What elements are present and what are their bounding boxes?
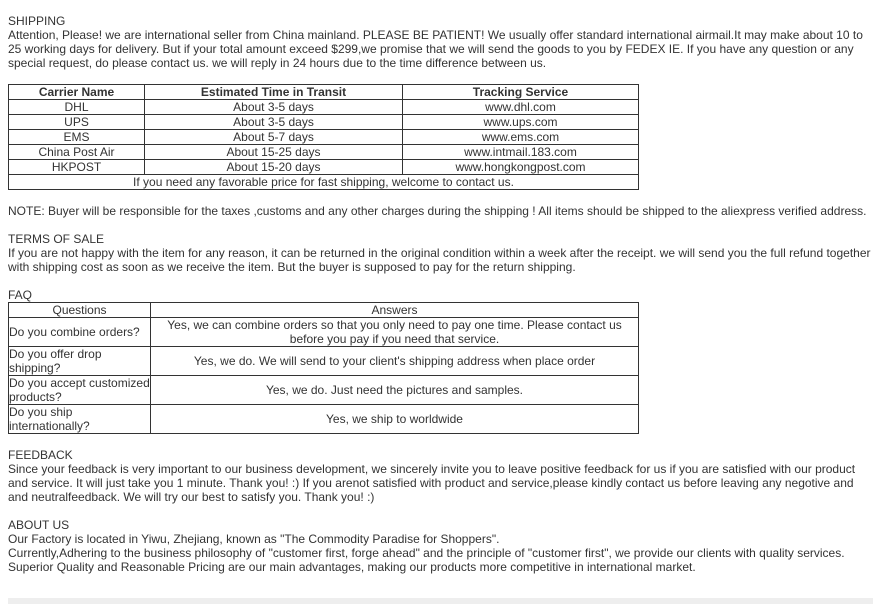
- faq-question: Do you offer drop shipping?: [9, 347, 151, 376]
- faq-table: [8, 302, 639, 434]
- column-header: Answers: [151, 303, 639, 318]
- table-row: [9, 145, 639, 160]
- tracking-site: www.hongkongpost.com: [403, 160, 639, 175]
- about-line: Our Factory is located in Yiwu, Zhejiang, known as "The Commodity Paradise for Shoppers".: [8, 532, 500, 546]
- carrier-name: HKPOST: [9, 160, 145, 175]
- column-header: Questions: [9, 303, 151, 318]
- shipping-heading: SHIPPING: [8, 14, 66, 28]
- note-text: NOTE: Buyer will be responsible for the taxes ,customs and any other charges during the shipping ! All items should be shipped to the aliexpress verified address.: [8, 204, 867, 218]
- carrier-name: UPS: [9, 115, 145, 130]
- faq-heading: FAQ: [8, 288, 33, 302]
- carrier-name: EMS: [9, 130, 145, 145]
- column-header: Estimated Time in Transit: [145, 85, 403, 100]
- faq-answer: Yes, we can combine orders so that you only need to pay one time. Please contact us before you pay if you need that service.: [151, 318, 639, 347]
- tracking-site: www.ems.com: [403, 130, 639, 145]
- table-row: [9, 130, 639, 145]
- shipping-table: [8, 84, 639, 190]
- feedback-heading: FEEDBACK: [8, 448, 73, 462]
- about-heading: ABOUT US: [8, 518, 70, 532]
- about-section: [8, 518, 874, 574]
- product-description: [8, 14, 874, 588]
- carrier-name: China Post Air: [9, 145, 145, 160]
- column-header: Tracking Service: [403, 85, 639, 100]
- tracking-site: www.ups.com: [403, 115, 639, 130]
- feedback-section: [8, 448, 874, 504]
- feedback-text: Since your feedback is very important to our business development, we sincerely invite you to leave positive feedback for us if you are satisfied with our product and service. It will just take you 1 minute. Thank you! :) If you arenot satisfied with product and service,please kindly contact us before leaving any negotive and and neutralfeedback. We will try our best to satisfy you. Thank you! :): [8, 462, 856, 504]
- faq-question: Do you ship internationally?: [9, 405, 151, 434]
- faq-answer: Yes, we do. Just need the pictures and samples.: [151, 376, 639, 405]
- faq-question: Do you accept customized products?: [9, 376, 150, 404]
- transit-time: About 3-5 days: [145, 100, 403, 115]
- table-row: [9, 405, 639, 434]
- faq-answer: Yes, we ship to worldwide: [151, 405, 639, 434]
- table-row: [9, 318, 639, 347]
- tracking-site: www.dhl.com: [403, 100, 639, 115]
- faq-answer: Yes, we do. We will send to your client's shipping address when place order: [151, 347, 639, 376]
- table-row: [9, 160, 639, 175]
- terms-heading: TERMS OF SALE: [8, 232, 105, 246]
- faq-table-header: [9, 303, 639, 318]
- faq-question: Do you combine orders?: [9, 318, 151, 347]
- bottom-divider: [8, 598, 873, 604]
- transit-time: About 15-25 days: [145, 145, 403, 160]
- shipping-table-header: [9, 85, 639, 100]
- table-row: [9, 376, 639, 405]
- table-row: [9, 347, 639, 376]
- shipping-table-footer: [9, 175, 639, 190]
- table-row: [9, 115, 639, 130]
- column-header: Carrier Name: [9, 85, 145, 100]
- tracking-site: www.intmail.183.com: [403, 145, 639, 160]
- transit-time: About 15-20 days: [145, 160, 403, 175]
- fast-shipping-note: If you need any favorable price for fast shipping, welcome to contact us.: [9, 175, 639, 190]
- shipping-text: Attention, Please! we are international seller from China mainland. PLEASE BE PATIENT! We usually offer standard international airmail.It may make about 10 to 25 working days for delivery. But if your total amount exceed $299,we promise that we will send the goods to you by FEDEX IE. If you have any question or any special request, do please contact us. we will reply in 24 hours due to the time difference between us.: [8, 28, 863, 70]
- carrier-name: DHL: [9, 100, 145, 115]
- about-line: Superior Quality and Reasonable Pricing are our main advantages, making our products more competitive in international market.: [8, 560, 696, 574]
- transit-time: About 5-7 days: [145, 130, 403, 145]
- about-line: Currently,Adhering to the business philosophy of "customer first, forge ahead" and the principle of "customer first", we provide our clients with quality services.: [8, 546, 845, 560]
- faq-section: [8, 288, 874, 434]
- terms-text: If you are not happy with the item for any reason, it can be returned in the original condition within a week after the receipt. we will send you the full refund together with shipping cost as soon as we receive the item. But the buyer is supposed to pay for the return shipping.: [8, 246, 871, 274]
- transit-time: About 3-5 days: [145, 115, 403, 130]
- table-row: [9, 100, 639, 115]
- terms-section: [8, 232, 874, 274]
- shipping-section: [8, 14, 874, 218]
